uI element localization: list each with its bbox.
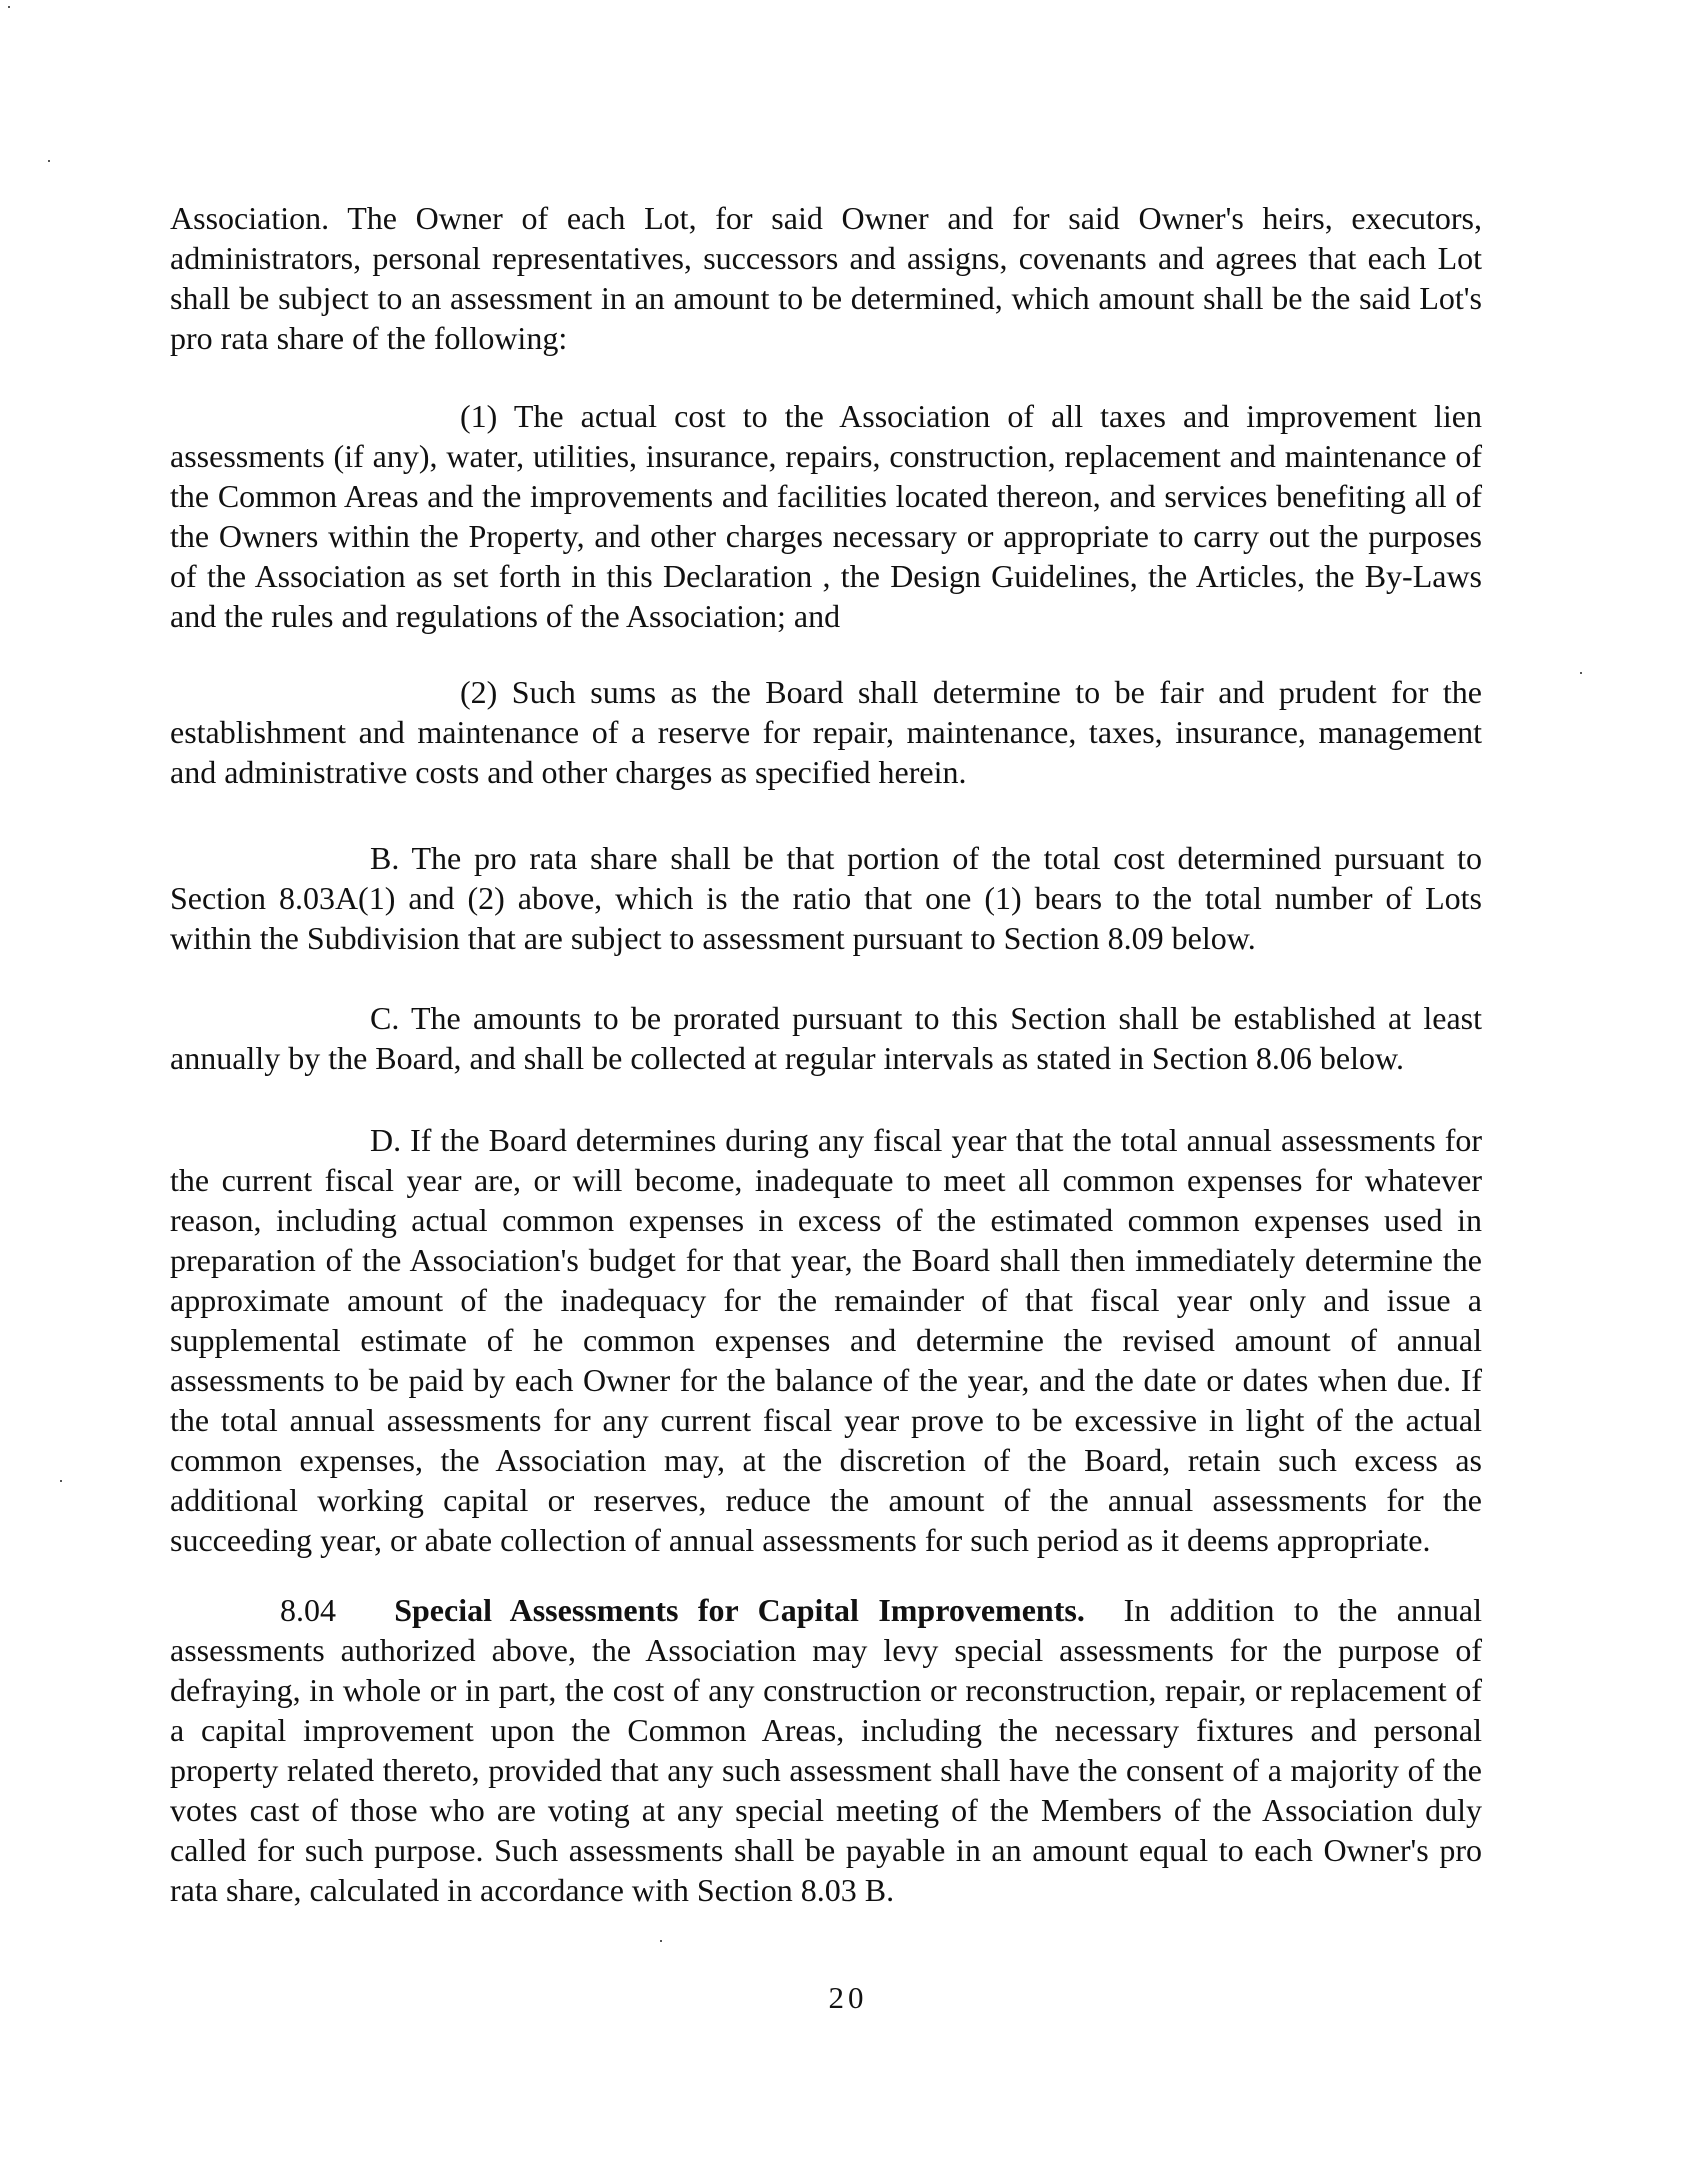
scan-speck — [1580, 672, 1582, 674]
paragraph-intro: Association. The Owner of each Lot, for said Owner and for said Owner's heirs, executors, administrators, personal representatives, successors and assigns, covenants and agrees that each Lot shall be subject to an assessment in an amount to be determined, which amount shall be the said Lot's pro rata share of the following: — [170, 200, 1482, 356]
section-8-04 — [170, 1590, 1482, 1910]
section-number: 8.04 — [280, 1592, 336, 1628]
scan-speck — [8, 6, 10, 8]
scan-speck — [48, 160, 50, 162]
paragraph-c: C. The amounts to be prorated pursuant to this Section shall be established at least annually by the Board, and shall be collected at regular intervals as stated in Section 8.06 below. — [170, 1000, 1482, 1076]
paragraph-d: D. If the Board determines during any fiscal year that the total annual assessments for the current fiscal year are, or will become, inadequate to meet all common expenses for whatever reason, including actual common expenses in excess of the estimated common expenses used in preparation of the Association's budget for that year, the Board shall then immediately determine the approximate amount of the inadequacy for the remainder of that fiscal year only and issue a supplemental estimate of he common expenses and determine the revised amount of annual assessments to be paid by each Owner for the balance of the year, and the date or dates when due. If the total annual assessments for any current fiscal year prove to be excessive in light of the actual common expenses, the Association may, at the discretion of the Board, retain such excess as additional working capital or reserves, reduce the amount of the annual assessments for the succeeding year, or abate collection of annual assessments for such period as it deems appropriate. — [170, 1122, 1482, 1558]
section-body: In addition to the annual assessments authorized above, the Association may levy special assessments for the purpose of defraying, in whole or in part, the cost of any construction or reconstruction, repair, or replacement of a capital improvement upon the Common Areas, including the necessary fixtures and personal property related thereto, provided that any such assessment shall have the consent of a majority of the votes cast of those who are voting at any special meeting of the Members of the Association duly called for such purpose. Such assessments shall be payable in an amount equal to each Owner's pro rata share, calculated in accordance with Section 8.03 B. — [170, 1592, 1483, 1908]
scan-speck — [60, 1480, 62, 1482]
paragraph-b: B. The pro rata share shall be that portion of the total cost determined pursuant to Section 8.03A(1) and (2) above, which is the ratio that one (1) bears to the total number of Lots within the Subdivision that are subject to assessment pursuant to Section 8.09 below. — [170, 840, 1482, 956]
section-heading: Special Assessments for Capital Improvements. — [394, 1592, 1085, 1628]
scan-speck — [660, 1940, 662, 1942]
page-number: 20 — [828, 1980, 868, 2015]
paragraph-item-2: (2) Such sums as the Board shall determine to be fair and prudent for the establishment and maintenance of a reserve for repair, maintenance, taxes, insurance, management and administrative costs and other charges as specified herein. — [170, 674, 1482, 790]
paragraph-item-1: (1) The actual cost to the Association of all taxes and improvement lien assessments (if any), water, utilities, insurance, repairs, construction, replacement and maintenance of the Common Areas and the improvements and facilities located thereon, and services benefiting all of the Owners within the Property, and other charges necessary or appropriate to carry out the purposes of the Association as set forth in this Declaration , the Design Guidelines, the Articles, the By-Laws and the rules and regulations of the Association; and — [170, 398, 1482, 634]
